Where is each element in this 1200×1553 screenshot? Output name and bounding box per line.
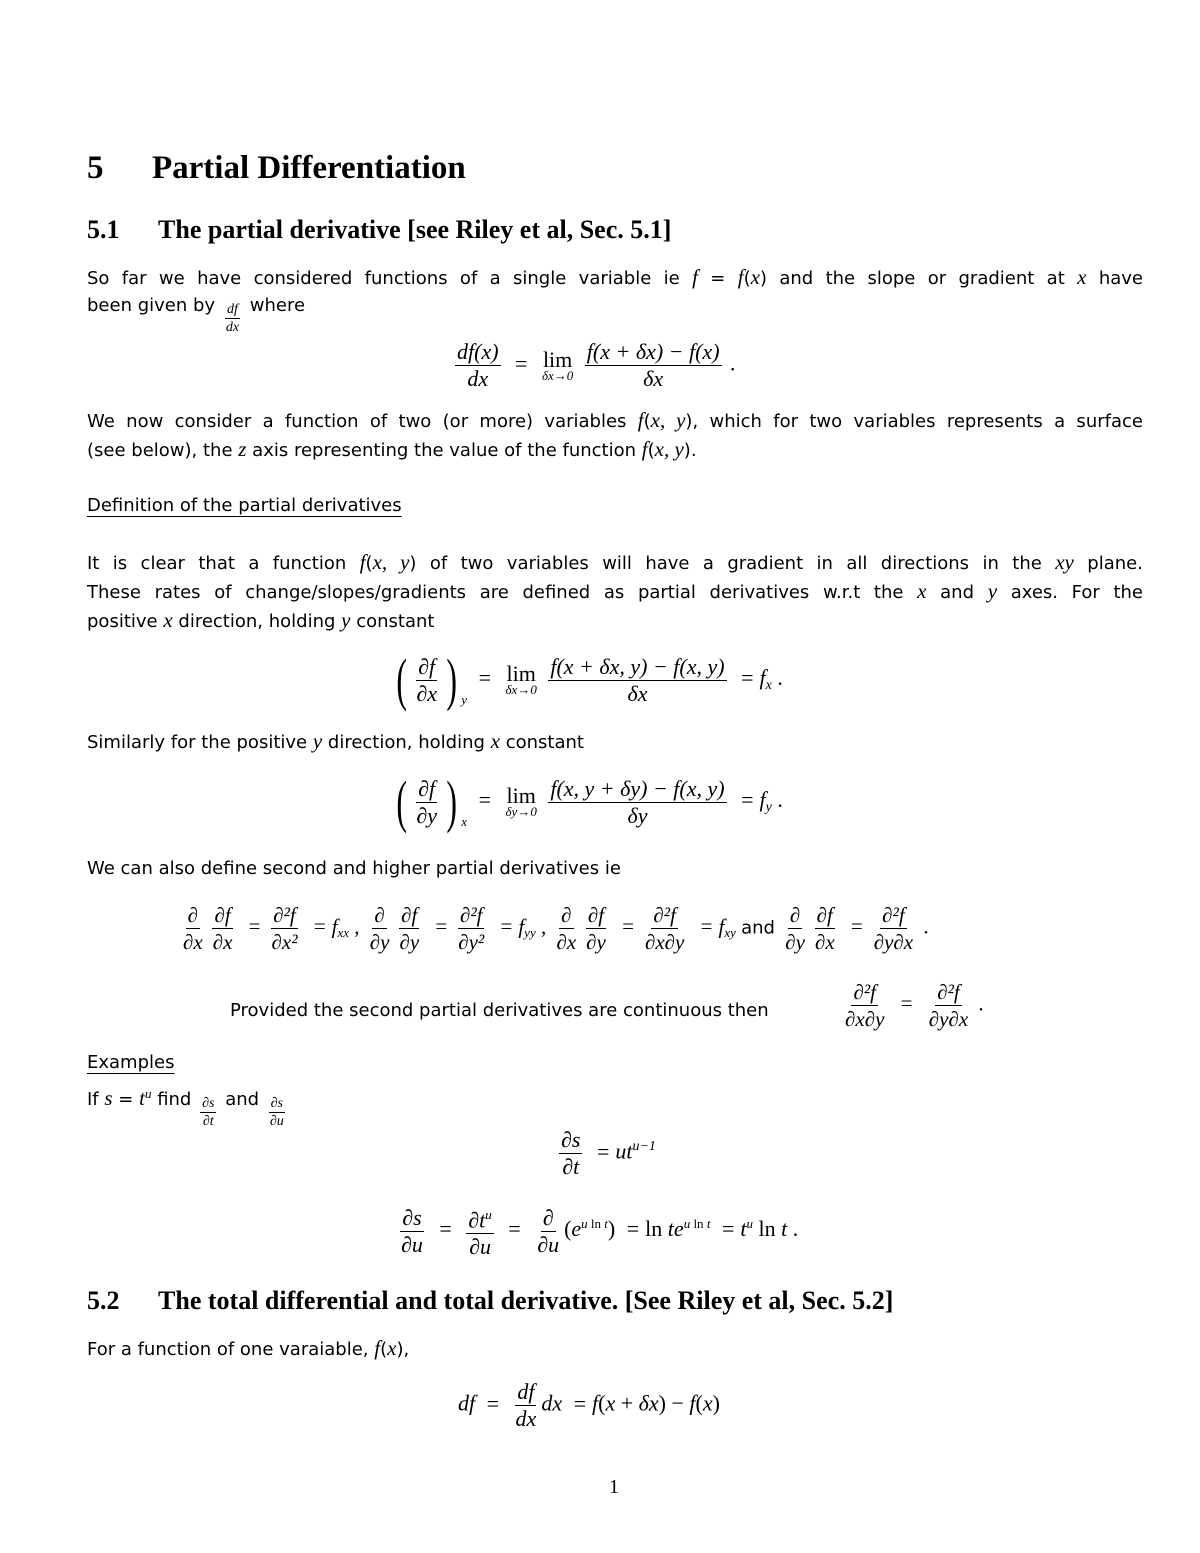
page-number: 1 [609, 1476, 619, 1498]
paragraph-line: (see below), the z axis representing the value of the function f(x, y). [87, 437, 697, 461]
equation-derivative-definition: $\frac{df(x)}{dx}$ = lim δx→0 $\frac{f(x + \delta x) - f(x)}{\delta x}$ . [457, 339, 736, 391]
example-statement: If $s = t^u$ find $\frac{\partial s}{\partial t}$ and $\frac{\partial s}{\partial u}$ [87, 1086, 284, 1129]
section-title: Partial Differentiation [152, 150, 466, 186]
equation-partial-x: ( $\frac{\partial f}{\partial x}$ ) y = lim δx→0 $\frac{f(x + \delta x, y) - f(x, y)}{\delta x}$ = fx . [396, 647, 783, 712]
paragraph: Similarly for the positive y direction, holding x constant [87, 729, 584, 753]
section-heading [87, 150, 466, 187]
equation-partial-y: ( $\frac{\partial f}{\partial y}$ ) x = lim δy→0 $\frac{f(x, y + \delta y) - f(x, y)}{\delta y}$ = fy . [396, 769, 783, 834]
subsection-title: The partial derivative [see Riley et al, Sec. 5.1] [158, 215, 672, 244]
definition-heading: Definition of the partial derivatives [87, 495, 402, 516]
paragraph: For a function of one varaiable, f(x), [87, 1336, 410, 1360]
equation-second-derivatives: $\frac{\partial}{\partial x}$ $\frac{\partial f}{\partial x}$ = $\frac{\text{∂²f}}{\text{∂x²}}$ = fxx , $\frac{\partial}{\partial y}$ $\frac{\partial f}{\partial y}$ = $\frac{\text{∂²f}}{\text{∂y²}}$ = fyy , $\frac{\partial}{\partial x}$ $\frac{\partial f}{\partial y}$ = $\frac{\text{∂²f}}{\partial x\partial y}$ = fxy and $\frac{\partial}{\partial y}$ $\frac{\partial f}{\partial x}$ = $\frac{\text{∂²f}}{\partial y\partial x}$ . [183, 903, 929, 954]
equation-mixed-equal: $\frac{\text{∂²f}}{\partial x\partial y}$ = $\frac{\text{∂²f}}{\partial y\partial x}$ . [845, 980, 984, 1031]
paragraph: We now consider a function of two (or more) variables f(x, y), which for two variables represents a surface [87, 408, 1143, 432]
paragraph-line: positive x direction, holding y constant [87, 608, 435, 632]
equation-example-ds-du: $\frac{\partial s}{\partial u}$ = $\frac{\partial t^u}{\partial u}$ = $\frac{\partial}{\partial u}$ $(e^{u ln t}) = \ln te^{u ln t} = t^u$ ln t . [401, 1204, 799, 1260]
subsection-heading [87, 215, 671, 245]
section-number: 5 [87, 150, 104, 186]
subsection-heading [87, 1286, 893, 1316]
equation-example-ds-dt: $\frac{\partial s}{\partial t}$ = $ut^{u-1}$ [561, 1127, 656, 1179]
paragraph-line: been given by $\frac{df}{dx}$ where [87, 295, 306, 335]
examples-heading: Examples [87, 1052, 175, 1073]
provided-text: Provided the second partial derivatives are continuous then [230, 1000, 769, 1021]
paragraph: So far we have considered functions of a single variable ie f = f(x) and the slope or gradient at x have [87, 265, 1143, 289]
subsection-number: 5.2 [87, 1286, 120, 1315]
paragraph-line: These rates of change/slopes/gradients are defined as partial derivatives w.r.t the x and y axes. For the [87, 579, 1143, 603]
equation-total-differential: df = $\frac{df}{dx}$ dx = f(x + δx) − f(x) [458, 1379, 720, 1431]
paragraph: It is clear that a function f(x, y) of two variables will have a gradient in all directions in the xy plane. [87, 550, 1143, 574]
subsection-title: The total differential and total derivative. [See Riley et al, Sec. 5.2] [158, 1286, 894, 1315]
paragraph: We can also define second and higher partial derivatives ie [87, 858, 621, 879]
subsection-number: 5.1 [87, 215, 120, 244]
